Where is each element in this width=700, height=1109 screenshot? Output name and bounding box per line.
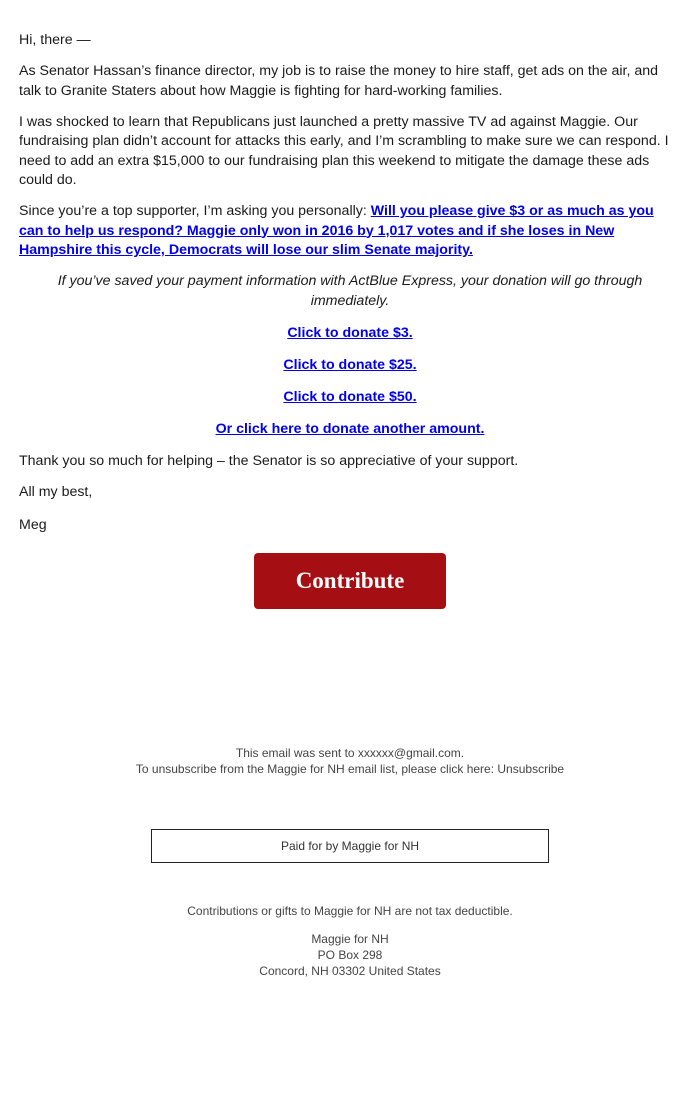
donate-link-row (19, 388, 681, 408)
paragraph-ad-attack: I was shocked to learn that Republicans just launched a pretty massive TV ad against Maggie. Our fundraising plan didn’t account for attacks this early, and I’m scrambling to make sure we can respond. I need to add an extra $15,000 to our fundraising plan this weekend to mitigate the damage these ads could do. (19, 113, 669, 188)
sent-suffix: . (460, 746, 465, 760)
greeting: Hi, there — (19, 32, 91, 48)
closing-line: All my best, (19, 484, 93, 500)
sent-email: xxxxxx@gmail.com (357, 746, 461, 760)
ask-donate-link[interactable]: Will you please give $3 or as much as you can to help us respond? Maggie only won in 2016 by 1,017 votes and if she loses in New Hampshire this cycle, Democrats will lose our slim Senate majority. (19, 203, 654, 258)
paragraph-ask (19, 202, 681, 261)
address-po-box: PO Box 298 (317, 948, 383, 962)
unsubscribe-link[interactable]: Unsubscribe (497, 762, 565, 776)
mailing-address (0, 931, 700, 979)
ask-intro: Since you’re a top supporter, I’m asking you personally: (19, 203, 371, 219)
donate-25-link[interactable]: Click to donate $25. (283, 357, 417, 373)
sent-to-line (0, 745, 700, 761)
donate-3-link[interactable]: Click to donate $3. (287, 325, 413, 341)
donate-link-row (19, 324, 681, 344)
paragraph-intro: As Senator Hassan’s finance director, my job is to raise the money to hire staff, get ads on the air, and talk to Granite Staters about how Maggie is fighting for hard-working families. (19, 63, 659, 99)
unsubscribe-prefix: To unsubscribe from the Maggie for NH email list, please click here: (135, 762, 498, 776)
donate-link-row (19, 420, 681, 440)
address-city-line: Concord, NH 03302 United States (259, 964, 441, 978)
sent-prefix: This email was sent to (235, 746, 358, 760)
tax-deductible-note: Contributions or gifts to Maggie for NH are not tax deductible. (187, 904, 513, 918)
letter-content (19, 31, 681, 547)
contribute-button[interactable]: Contribute (254, 553, 446, 609)
address-name: Maggie for NH (311, 932, 389, 946)
unsubscribe-line (0, 761, 700, 777)
contribute-container (254, 553, 446, 609)
signature: Meg (19, 517, 47, 533)
donate-50-link[interactable]: Click to donate $50. (283, 389, 417, 405)
footer-sent-info (0, 745, 700, 777)
thanks-line: Thank you so much for helping – the Senator is so appreciative of your support. (19, 453, 519, 469)
express-note: If you’ve saved your payment information with ActBlue Express, your donation will go through immediately. (57, 273, 643, 309)
paid-for-disclaimer: Paid for by Maggie for NH (151, 829, 549, 863)
donate-link-row (19, 356, 681, 376)
donate-other-amount-link[interactable]: Or click here to donate another amount. (215, 421, 485, 437)
